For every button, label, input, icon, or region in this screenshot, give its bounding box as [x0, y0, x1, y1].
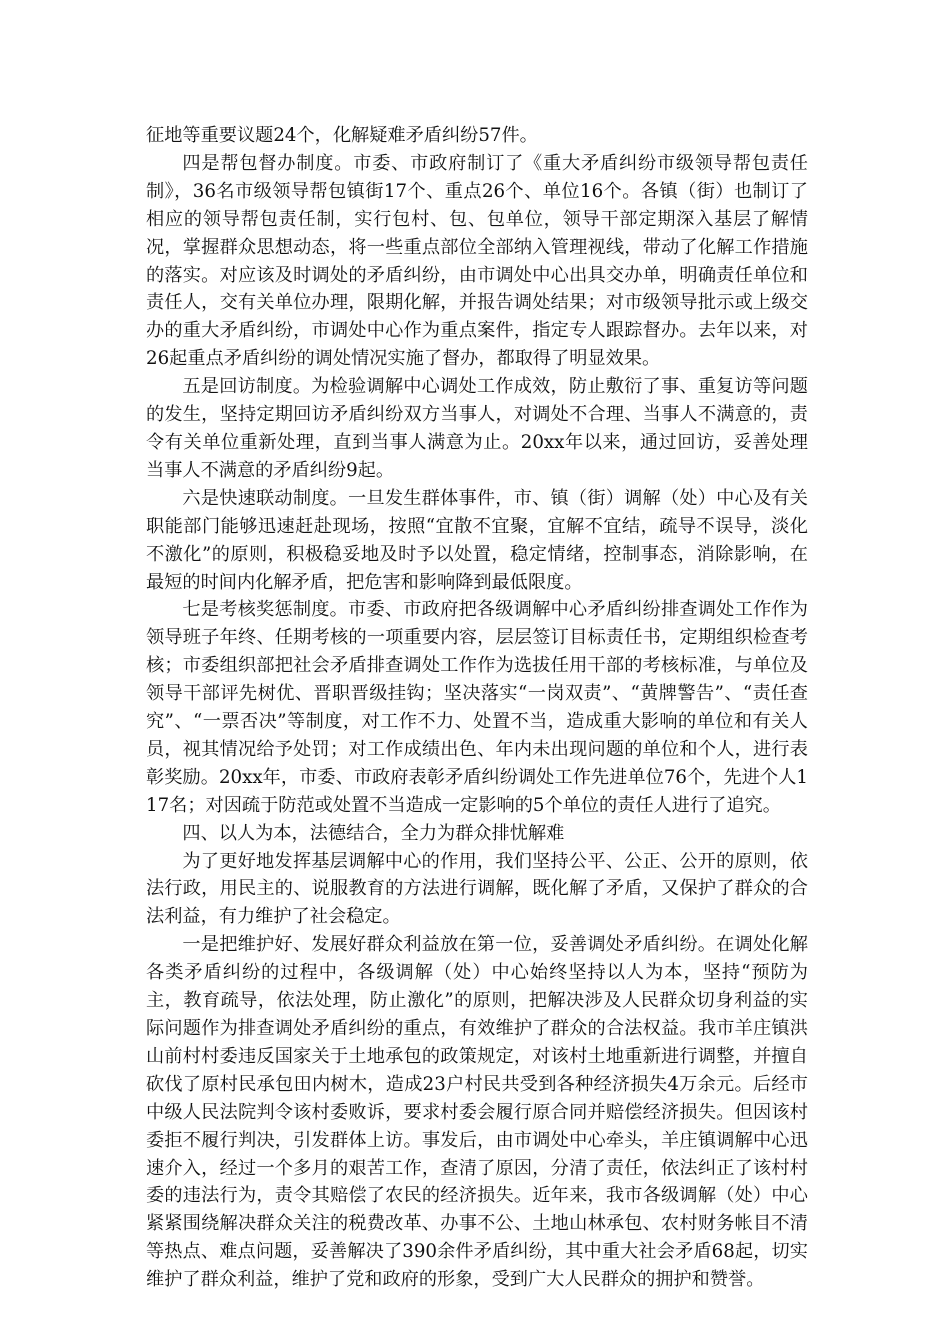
- paragraph-section-intro: 为了更好地发挥基层调解中心的作用，我们坚持公平、公正、公开的原则，依法行政，用民主的、说服教育的方法进行调解，既化解了矛盾，又保护了群众的合法利益，有力维护了社会稳定。: [146, 850, 808, 928]
- paragraph-revisit-system: 五是回访制度。为检验调解中心调处工作成效，防止敷衍了事、重复访等问题的发生，坚持定期回访矛盾纠纷双方当事人，对调处不合理、当事人不满意的，责令有关单位重新处理，直到当事人满意为止。20xx年以来，通过回访，妥善处理当事人不满意的矛盾纠纷9起。: [146, 376, 808, 481]
- paragraph-interests-first: 一是把维护好、发展好群众利益放在第一位，妥善调处矛盾纠纷。在调处化解各类矛盾纠纷的过程中，各级调解（处）中心始终坚持以人为本，坚持“预防为主，教育疏导，依法处理，防止激化”的原则，把解决涉及人民群众切身利益的实际问题作为排查调处矛盾纠纷的重点，有效维护了群众的合法权益。我市羊庄镇洪山前村村委违反国家关于土地承包的政策规定，对该村土地重新进行调整，并擅自砍伐了原村民承包田内树木，造成23户村民共受到各种经济损失4万余元。后经市中级人民法院判令该村委败诉，要求村委会履行原合同并赔偿经济损失。但因该村委拒不履行判决，引发群体上访。事发后，由市调处中心牵头，羊庄镇调解中心迅速介入，经过一个多月的艰苦工作，查清了原因，分清了责任，依法纠正了该村村委的违法行为，责令其赔偿了农民的经济损失。近年来，我市各级调解（处）中心紧紧围绕解决群众关注的税费改革、办事不公、土地山林承包、农村财务帐目不清等热点、难点问题，妥善解决了390余件矛盾纠纷，其中重大社会矛盾68起，切实维护了群众利益，维护了党和政府的形象，受到广大人民群众的拥护和赞誉。: [146, 934, 808, 1291]
- paragraph-assessment-system: 七是考核奖惩制度。市委、市政府把各级调解中心矛盾纠纷排查调处工作作为领导班子年终、任期考核的一项重要内容，层层签订目标责任书，定期组织检查考核；市委组织部把社会矛盾排查调处工作作为选拔任用干部的考核标准，与单位及领导干部评先树优、晋职晋级挂钩；坚决落实“一岗双责”、“黄牌警告”、“责任查究”、“一票否决”等制度，对工作不力、处置不当，造成重大影响的单位和有关人员，视其情况给予处罚；对工作成绩出色、年内未出现问题的单位和个人，进行表彰奖励。20xx年，市委、市政府表彰矛盾纠纷调处工作先进单位76个，先进个人117名；对因疏于防范或处置不当造成一定影响的5个单位的责任人进行了追究。: [146, 599, 808, 816]
- document-body: [146, 122, 808, 1294]
- paragraph-continuation: 征地等重要议题24个，化解疑难矛盾纠纷57件。: [146, 125, 538, 146]
- section-heading-four: 四、以人为本，法德结合，全力为群众排忧解难: [182, 822, 565, 844]
- paragraph-rapid-response-system: 六是快速联动制度。一旦发生群体事件，市、镇（街）调解（处）中心及有关职能部门能够迅速赶赴现场，按照“宜散不宜聚，宜解不宜结，疏导不误导，淡化不激化”的原则，积极稳妥地及时予以处置，稳定情绪，控制事态，消除影响，在最短的时间内化解矛盾，把危害和影响降到最低限度。: [146, 487, 808, 593]
- paragraph-supervision-system: 四是帮包督办制度。市委、市政府制订了《重大矛盾纠纷市级领导帮包责任制》，36名市级领导帮包镇街17个、重点26个、单位16个。各镇（街）也制订了相应的领导帮包责任制，实行包村、包、包单位，领导干部定期深入基层了解情况，掌握群众思想动态，将一些重点部位全部纳入管理视线，带动了化解工作措施的落实。对应该及时调处的矛盾纠纷，由市调处中心出具交办单，明确责任单位和责任人，交有关单位办理，限期化解，并报告调处结果；对市级领导批示或上级交办的重大矛盾纠纷，市调处中心作为重点案件，指定专人跟踪督办。去年以来，对26起重点矛盾纠纷的调处情况实施了督办，都取得了明显效果。: [146, 152, 808, 370]
